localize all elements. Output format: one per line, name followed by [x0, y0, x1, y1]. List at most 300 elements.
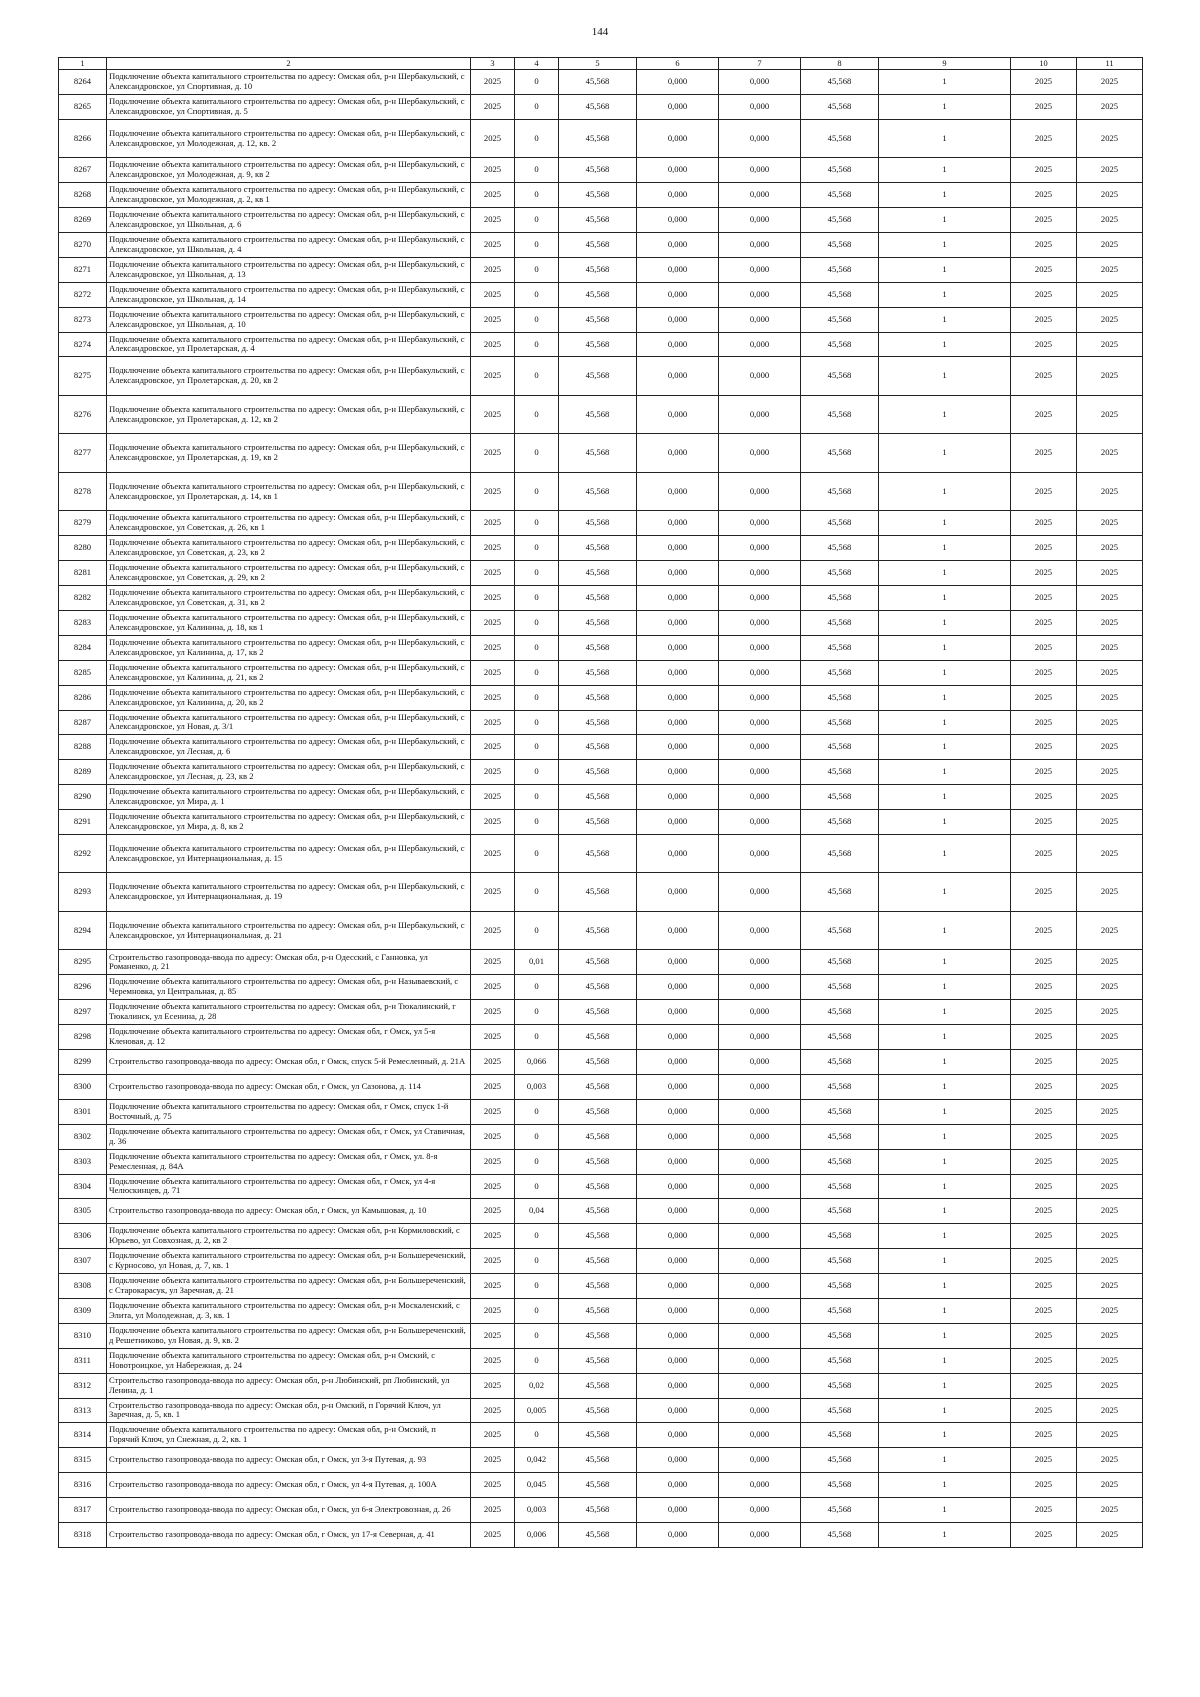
- row-cell: 45,568: [559, 1522, 637, 1547]
- column-header: 8: [801, 58, 879, 70]
- row-number: 8299: [59, 1050, 107, 1075]
- row-cell: 45,568: [801, 1323, 879, 1348]
- row-cell: 1: [879, 70, 1011, 95]
- row-cell: 0: [515, 282, 559, 307]
- table-row: [59, 660, 1143, 685]
- table-row: [59, 1522, 1143, 1547]
- row-cell: 0,000: [637, 760, 719, 785]
- row-cell: 45,568: [801, 950, 879, 975]
- row-cell: 45,568: [559, 183, 637, 208]
- row-cell: 1: [879, 1298, 1011, 1323]
- row-cell: 2025: [1011, 1174, 1077, 1199]
- row-cell: 2025: [1077, 1423, 1143, 1448]
- row-cell: 45,568: [559, 561, 637, 586]
- row-cell: 0,000: [719, 610, 801, 635]
- row-cell: 45,568: [559, 1074, 637, 1099]
- row-cell: 2025: [1011, 232, 1077, 257]
- row-cell: 0,000: [637, 70, 719, 95]
- table-row: [59, 1000, 1143, 1025]
- row-number: 8287: [59, 710, 107, 735]
- row-cell: 0,000: [637, 94, 719, 119]
- row-cell: 2025: [1011, 1423, 1077, 1448]
- row-description: Подключение объекта капитального строительства по адресу: Омская обл, р-н Большереченский, с Курносово, ул Новая, д. 7, кв. 1: [107, 1249, 471, 1274]
- row-number: 8307: [59, 1249, 107, 1274]
- row-cell: 45,568: [559, 357, 637, 396]
- column-header: 2: [107, 58, 471, 70]
- row-cell: 0,000: [719, 1373, 801, 1398]
- row-cell: 2025: [471, 183, 515, 208]
- row-cell: 45,568: [559, 94, 637, 119]
- row-cell: 1: [879, 1025, 1011, 1050]
- row-cell: 2025: [471, 332, 515, 357]
- row-cell: 1: [879, 911, 1011, 950]
- row-cell: 0,000: [719, 950, 801, 975]
- row-description: Подключение объекта капитального строительства по адресу: Омская обл, р-н Шербакульский, с Александровское, ул Молодежная, д. 12, кв. 2: [107, 119, 471, 158]
- row-cell: 2025: [471, 536, 515, 561]
- row-cell: 1: [879, 1074, 1011, 1099]
- row-description: Строительство газопровода-ввода по адресу: Омская обл, г Омск, ул 6-я Электровозная, д. 26: [107, 1498, 471, 1523]
- table-row: [59, 1074, 1143, 1099]
- row-number: 8305: [59, 1199, 107, 1224]
- row-cell: 0: [515, 70, 559, 95]
- row-cell: 2025: [1011, 561, 1077, 586]
- row-cell: 2025: [1077, 1050, 1143, 1075]
- row-cell: 45,568: [559, 1298, 637, 1323]
- table-row: [59, 911, 1143, 950]
- row-number: 8275: [59, 357, 107, 396]
- row-cell: 45,568: [559, 1224, 637, 1249]
- table-row: [59, 94, 1143, 119]
- row-cell: 45,568: [801, 635, 879, 660]
- row-cell: 0,000: [719, 232, 801, 257]
- row-cell: 0: [515, 1348, 559, 1373]
- row-cell: 2025: [1011, 950, 1077, 975]
- row-cell: 2025: [1011, 1274, 1077, 1299]
- row-cell: 0,000: [637, 1498, 719, 1523]
- row-cell: 2025: [1011, 785, 1077, 810]
- row-description: Подключение объекта капитального строительства по адресу: Омская обл, г Омск, ул 5-я Кленовая, д. 12: [107, 1025, 471, 1050]
- row-cell: 1: [879, 873, 1011, 912]
- table-row: [59, 1124, 1143, 1149]
- row-cell: 2025: [1077, 975, 1143, 1000]
- row-cell: 45,568: [801, 434, 879, 473]
- row-cell: 2025: [471, 834, 515, 873]
- row-cell: 1: [879, 810, 1011, 835]
- row-cell: 1: [879, 1274, 1011, 1299]
- row-description: Подключение объекта капитального строительства по адресу: Омская обл, г Омск, ул Ставичная, д. 36: [107, 1124, 471, 1149]
- row-cell: 45,568: [801, 1224, 879, 1249]
- row-cell: 2025: [1011, 1199, 1077, 1224]
- row-cell: 45,568: [801, 1423, 879, 1448]
- row-cell: 0,000: [719, 94, 801, 119]
- row-cell: 45,568: [801, 1249, 879, 1274]
- row-cell: 2025: [1077, 911, 1143, 950]
- row-number: 8311: [59, 1348, 107, 1373]
- row-cell: 1: [879, 257, 1011, 282]
- row-number: 8310: [59, 1323, 107, 1348]
- row-cell: 45,568: [801, 975, 879, 1000]
- row-cell: 0,000: [719, 1174, 801, 1199]
- row-cell: 2025: [1011, 1473, 1077, 1498]
- row-cell: 45,568: [559, 586, 637, 611]
- row-cell: 0,000: [719, 1099, 801, 1124]
- row-number: 8300: [59, 1074, 107, 1099]
- row-cell: 45,568: [559, 158, 637, 183]
- row-cell: 2025: [471, 158, 515, 183]
- row-cell: 0,000: [637, 357, 719, 396]
- row-cell: 2025: [1077, 1000, 1143, 1025]
- row-cell: 45,568: [559, 950, 637, 975]
- page-number: 144: [591, 26, 609, 38]
- row-cell: 2025: [471, 1423, 515, 1448]
- row-cell: 1: [879, 685, 1011, 710]
- row-cell: 2025: [471, 1498, 515, 1523]
- row-description: Подключение объекта капитального строительства по адресу: Омская обл, р-н Шербакульский, с Александровское, ул Пролетарская, д. 14, кв 1: [107, 472, 471, 511]
- row-cell: 2025: [1011, 472, 1077, 511]
- row-cell: 45,568: [801, 710, 879, 735]
- row-cell: 2025: [471, 950, 515, 975]
- row-cell: 1: [879, 472, 1011, 511]
- row-cell: 0: [515, 834, 559, 873]
- table-row: [59, 834, 1143, 873]
- row-cell: 0,000: [637, 834, 719, 873]
- table-row: [59, 1199, 1143, 1224]
- row-cell: 2025: [1011, 1498, 1077, 1523]
- row-cell: 0,000: [719, 208, 801, 233]
- row-cell: 45,568: [801, 232, 879, 257]
- row-cell: 0: [515, 635, 559, 660]
- row-cell: 45,568: [801, 586, 879, 611]
- table-row: [59, 536, 1143, 561]
- row-number: 8297: [59, 1000, 107, 1025]
- row-cell: 0,000: [719, 1274, 801, 1299]
- row-cell: 45,568: [801, 511, 879, 536]
- row-cell: 0: [515, 1323, 559, 1348]
- row-cell: 2025: [471, 511, 515, 536]
- row-number: 8302: [59, 1124, 107, 1149]
- row-cell: 2025: [1077, 257, 1143, 282]
- column-header: 10: [1011, 58, 1077, 70]
- table-row: [59, 586, 1143, 611]
- row-cell: 2025: [1011, 760, 1077, 785]
- row-cell: 2025: [471, 1448, 515, 1473]
- row-cell: 2025: [471, 911, 515, 950]
- row-cell: 1: [879, 1249, 1011, 1274]
- table-row: [59, 950, 1143, 975]
- row-cell: 2025: [471, 1025, 515, 1050]
- table-row: [59, 1174, 1143, 1199]
- row-cell: 45,568: [559, 1149, 637, 1174]
- table-row: [59, 735, 1143, 760]
- row-cell: 0,000: [637, 1000, 719, 1025]
- row-cell: 45,568: [801, 536, 879, 561]
- row-description: Строительство газопровода-ввода по адресу: Омская обл, г Омск, ул Камышовая, д. 10: [107, 1199, 471, 1224]
- row-description: Подключение объекта капитального строительства по адресу: Омская обл, р-н Шербакульский, с Александровское, ул Новая, д. 3/1: [107, 710, 471, 735]
- row-cell: 0,000: [719, 183, 801, 208]
- row-cell: 2025: [471, 70, 515, 95]
- column-header: 3: [471, 58, 515, 70]
- table-row: [59, 610, 1143, 635]
- row-cell: 0,000: [637, 1473, 719, 1498]
- row-cell: 0,000: [719, 710, 801, 735]
- row-cell: 45,568: [801, 1025, 879, 1050]
- row-cell: 0: [515, 1124, 559, 1149]
- row-cell: 1: [879, 1099, 1011, 1124]
- row-cell: 0,045: [515, 1473, 559, 1498]
- row-cell: 45,568: [801, 1448, 879, 1473]
- row-cell: 2025: [1011, 208, 1077, 233]
- column-header: 1: [59, 58, 107, 70]
- row-cell: 0,000: [719, 1000, 801, 1025]
- row-cell: 0: [515, 1249, 559, 1274]
- row-cell: 45,568: [801, 357, 879, 396]
- row-cell: 1: [879, 1224, 1011, 1249]
- row-number: 8293: [59, 873, 107, 912]
- row-cell: 1: [879, 1498, 1011, 1523]
- row-cell: 45,568: [801, 911, 879, 950]
- row-cell: 0: [515, 873, 559, 912]
- row-cell: 2025: [1011, 610, 1077, 635]
- row-description: Подключение объекта капитального строительства по адресу: Омская обл, р-н Шербакульский, с Александровское, ул Лесная, д. 6: [107, 735, 471, 760]
- row-cell: 45,568: [559, 1423, 637, 1448]
- table-row: [59, 710, 1143, 735]
- table-row: [59, 1274, 1143, 1299]
- row-cell: 2025: [1011, 834, 1077, 873]
- row-cell: 2025: [471, 975, 515, 1000]
- row-cell: 0,000: [719, 472, 801, 511]
- row-cell: 0,000: [719, 307, 801, 332]
- row-cell: 0,000: [719, 1348, 801, 1373]
- row-cell: 45,568: [801, 208, 879, 233]
- row-description: Подключение объекта капитального строительства по адресу: Омская обл, р-н Шербакульский, с Александровское, ул Калинина, д. 18, кв 1: [107, 610, 471, 635]
- row-cell: 1: [879, 1423, 1011, 1448]
- row-cell: 45,568: [801, 810, 879, 835]
- row-cell: 45,568: [801, 1274, 879, 1299]
- row-cell: 45,568: [801, 119, 879, 158]
- row-cell: 0,000: [637, 1274, 719, 1299]
- row-cell: 0,000: [719, 685, 801, 710]
- table-row: [59, 760, 1143, 785]
- row-cell: 0: [515, 94, 559, 119]
- row-description: Подключение объекта капитального строительства по адресу: Омская обл, р-н Кормиловский, с Юрьево, ул Совхозная, д. 2, кв 2: [107, 1224, 471, 1249]
- row-number: 8266: [59, 119, 107, 158]
- row-description: Строительство газопровода-ввода по адресу: Омская обл, г Омск, ул Сазонова, д. 114: [107, 1074, 471, 1099]
- row-cell: 0: [515, 1000, 559, 1025]
- row-cell: 1: [879, 1373, 1011, 1398]
- row-cell: 0,000: [637, 1074, 719, 1099]
- row-cell: 45,568: [801, 1099, 879, 1124]
- row-cell: 0,000: [637, 1149, 719, 1174]
- row-cell: 2025: [471, 635, 515, 660]
- row-cell: 45,568: [559, 975, 637, 1000]
- row-cell: 2025: [1011, 1025, 1077, 1050]
- row-cell: 2025: [471, 357, 515, 396]
- row-cell: 2025: [1077, 158, 1143, 183]
- row-description: Строительство газопровода-ввода по адресу: Омская обл, г Омск, ул 4-я Путевая, д. 100А: [107, 1473, 471, 1498]
- row-description: Подключение объекта капитального строительства по адресу: Омская обл, р-н Шербакульский, с Александровское, ул Спортивная, д. 5: [107, 94, 471, 119]
- row-cell: 2025: [471, 208, 515, 233]
- row-description: Подключение объекта капитального строительства по адресу: Омская обл, р-н Омский, с Новотроицкое, ул Набережная, д. 24: [107, 1348, 471, 1373]
- row-cell: 0: [515, 158, 559, 183]
- table-row: [59, 975, 1143, 1000]
- row-cell: 2025: [471, 760, 515, 785]
- table-row: [59, 785, 1143, 810]
- row-cell: 2025: [1011, 307, 1077, 332]
- row-cell: 45,568: [801, 1522, 879, 1547]
- row-description: Подключение объекта капитального строительства по адресу: Омская обл, р-н Шербакульский, с Александровское, ул Школьная, д. 14: [107, 282, 471, 307]
- row-cell: 1: [879, 511, 1011, 536]
- table-row: [59, 70, 1143, 95]
- row-cell: 45,568: [801, 257, 879, 282]
- row-cell: 2025: [471, 1199, 515, 1224]
- row-cell: 1: [879, 950, 1011, 975]
- row-cell: 0,000: [719, 511, 801, 536]
- row-description: Подключение объекта капитального строительства по адресу: Омская обл, р-н Шербакульский, с Александровское, ул Калинина, д. 20, кв 2: [107, 685, 471, 710]
- row-cell: 0,003: [515, 1498, 559, 1523]
- row-cell: 0,000: [719, 1522, 801, 1547]
- row-cell: 2025: [471, 873, 515, 912]
- row-cell: 2025: [1077, 1174, 1143, 1199]
- row-cell: 45,568: [559, 911, 637, 950]
- table-row: [59, 561, 1143, 586]
- row-description: Подключение объекта капитального строительства по адресу: Омская обл, р-н Шербакульский, с Александровское, ул Пролетарская, д. 4: [107, 332, 471, 357]
- table-row: [59, 1348, 1143, 1373]
- row-cell: 45,568: [801, 158, 879, 183]
- row-cell: 45,568: [559, 1099, 637, 1124]
- row-cell: 1: [879, 975, 1011, 1000]
- row-cell: 2025: [1077, 1149, 1143, 1174]
- row-cell: 2025: [1011, 332, 1077, 357]
- row-cell: 2025: [1077, 586, 1143, 611]
- row-cell: 0,000: [637, 1448, 719, 1473]
- row-cell: 1: [879, 536, 1011, 561]
- row-cell: 2025: [1077, 1498, 1143, 1523]
- row-cell: 0,000: [637, 232, 719, 257]
- row-cell: 0,042: [515, 1448, 559, 1473]
- row-cell: 45,568: [559, 282, 637, 307]
- row-cell: 45,568: [559, 472, 637, 511]
- row-cell: 0,000: [637, 1050, 719, 1075]
- row-description: Подключение объекта капитального строительства по адресу: Омская обл, р-н Шербакульский, с Александровское, ул Школьная, д. 4: [107, 232, 471, 257]
- row-cell: 2025: [1077, 834, 1143, 873]
- row-description: Подключение объекта капитального строительства по адресу: Омская обл, р-н Шербакульский, с Александровское, ул Калинина, д. 17, кв 2: [107, 635, 471, 660]
- row-cell: 45,568: [801, 307, 879, 332]
- row-cell: 0,000: [719, 536, 801, 561]
- row-cell: 0,000: [719, 975, 801, 1000]
- row-cell: 2025: [471, 1274, 515, 1299]
- table-row: [59, 1025, 1143, 1050]
- row-cell: 2025: [1011, 1522, 1077, 1547]
- table-row: [59, 257, 1143, 282]
- row-cell: 0,000: [637, 119, 719, 158]
- row-number: 8265: [59, 94, 107, 119]
- row-cell: 2025: [471, 1348, 515, 1373]
- row-cell: 2025: [471, 1473, 515, 1498]
- row-cell: 1: [879, 710, 1011, 735]
- row-cell: 2025: [1077, 1448, 1143, 1473]
- table-row: [59, 232, 1143, 257]
- table-row: [59, 873, 1143, 912]
- row-description: Подключение объекта капитального строительства по адресу: Омская обл, р-н Большереченский, с Старокарасук, ул Заречная, д. 21: [107, 1274, 471, 1299]
- row-cell: 0,000: [637, 395, 719, 434]
- row-description: Строительство газопровода-ввода по адресу: Омская обл, р-н Омский, п Горячий Ключ, ул Заречная, д. 5, кв. 1: [107, 1398, 471, 1423]
- row-cell: 2025: [1077, 873, 1143, 912]
- row-cell: 45,568: [559, 685, 637, 710]
- column-header: 9: [879, 58, 1011, 70]
- row-cell: 45,568: [559, 610, 637, 635]
- row-cell: 0,000: [719, 70, 801, 95]
- row-cell: 0,000: [637, 785, 719, 810]
- row-description: Строительство газопровода-ввода по адресу: Омская обл, г Омск, спуск 5-й Ремесленный, д. 21А: [107, 1050, 471, 1075]
- row-cell: 1: [879, 834, 1011, 873]
- row-cell: 0: [515, 760, 559, 785]
- row-cell: 0,000: [637, 610, 719, 635]
- column-header: 11: [1077, 58, 1143, 70]
- row-description: Подключение объекта капитального строительства по адресу: Омская обл, р-н Омский, п Горячий Ключ, ул Снежная, д. 2, кв. 1: [107, 1423, 471, 1448]
- row-cell: 0,000: [637, 1249, 719, 1274]
- row-cell: 2025: [1077, 1099, 1143, 1124]
- row-number: 8286: [59, 685, 107, 710]
- row-cell: 0: [515, 332, 559, 357]
- row-cell: 0,000: [637, 561, 719, 586]
- row-cell: 1: [879, 760, 1011, 785]
- row-cell: 2025: [1011, 1323, 1077, 1348]
- row-cell: 0,000: [719, 1473, 801, 1498]
- row-description: Подключение объекта капитального строительства по адресу: Омская обл, р-н Шербакульский, с Александровское, ул Спортивная, д. 10: [107, 70, 471, 95]
- row-description: Подключение объекта капитального строительства по адресу: Омская обл, р-н Шербакульский, с Александровское, ул Школьная, д. 6: [107, 208, 471, 233]
- row-cell: 2025: [1077, 1398, 1143, 1423]
- row-cell: 2025: [1077, 1025, 1143, 1050]
- row-cell: 2025: [1011, 1099, 1077, 1124]
- row-number: 8267: [59, 158, 107, 183]
- row-cell: 2025: [1077, 685, 1143, 710]
- row-number: 8289: [59, 760, 107, 785]
- row-cell: 2025: [471, 1074, 515, 1099]
- row-number: 8270: [59, 232, 107, 257]
- row-description: Подключение объекта капитального строительства по адресу: Омская обл, р-н Москаленский, с Элита, ул Молодежная, д. 3, кв. 1: [107, 1298, 471, 1323]
- row-cell: 0,000: [719, 1249, 801, 1274]
- row-cell: 1: [879, 1323, 1011, 1348]
- row-cell: 0: [515, 810, 559, 835]
- column-header: 5: [559, 58, 637, 70]
- row-cell: 2025: [1011, 635, 1077, 660]
- row-description: Подключение объекта капитального строительства по адресу: Омская обл, р-н Шербакульский, с Александровское, ул Советская, д. 23, кв 2: [107, 536, 471, 561]
- row-cell: 0,000: [719, 635, 801, 660]
- row-cell: 45,568: [801, 1348, 879, 1373]
- row-cell: 2025: [1011, 685, 1077, 710]
- row-cell: 2025: [471, 610, 515, 635]
- row-cell: 0: [515, 232, 559, 257]
- row-cell: 45,568: [559, 1249, 637, 1274]
- row-cell: 45,568: [559, 332, 637, 357]
- row-cell: 2025: [1077, 635, 1143, 660]
- table-row: [59, 183, 1143, 208]
- row-description: Подключение объекта капитального строительства по адресу: Омская обл, р-н Шербакульский, с Александровское, ул Мира, д. 1: [107, 785, 471, 810]
- row-cell: 1: [879, 1473, 1011, 1498]
- row-cell: 2025: [1077, 282, 1143, 307]
- row-cell: 45,568: [559, 208, 637, 233]
- row-cell: 0,000: [719, 1448, 801, 1473]
- row-cell: 0,066: [515, 1050, 559, 1075]
- row-cell: 2025: [471, 307, 515, 332]
- row-description: Подключение объекта капитального строительства по адресу: Омская обл, р-н Шербакульский, с Александровское, ул Лесная, д. 23, кв 2: [107, 760, 471, 785]
- table-row: [59, 1224, 1143, 1249]
- row-number: 8268: [59, 183, 107, 208]
- row-description: Подключение объекта капитального строительства по адресу: Омская обл, р-н Шербакульский, с Александровское, ул Мира, д. 8, кв 2: [107, 810, 471, 835]
- row-cell: 0: [515, 511, 559, 536]
- row-cell: 45,568: [801, 873, 879, 912]
- row-cell: 2025: [1011, 357, 1077, 396]
